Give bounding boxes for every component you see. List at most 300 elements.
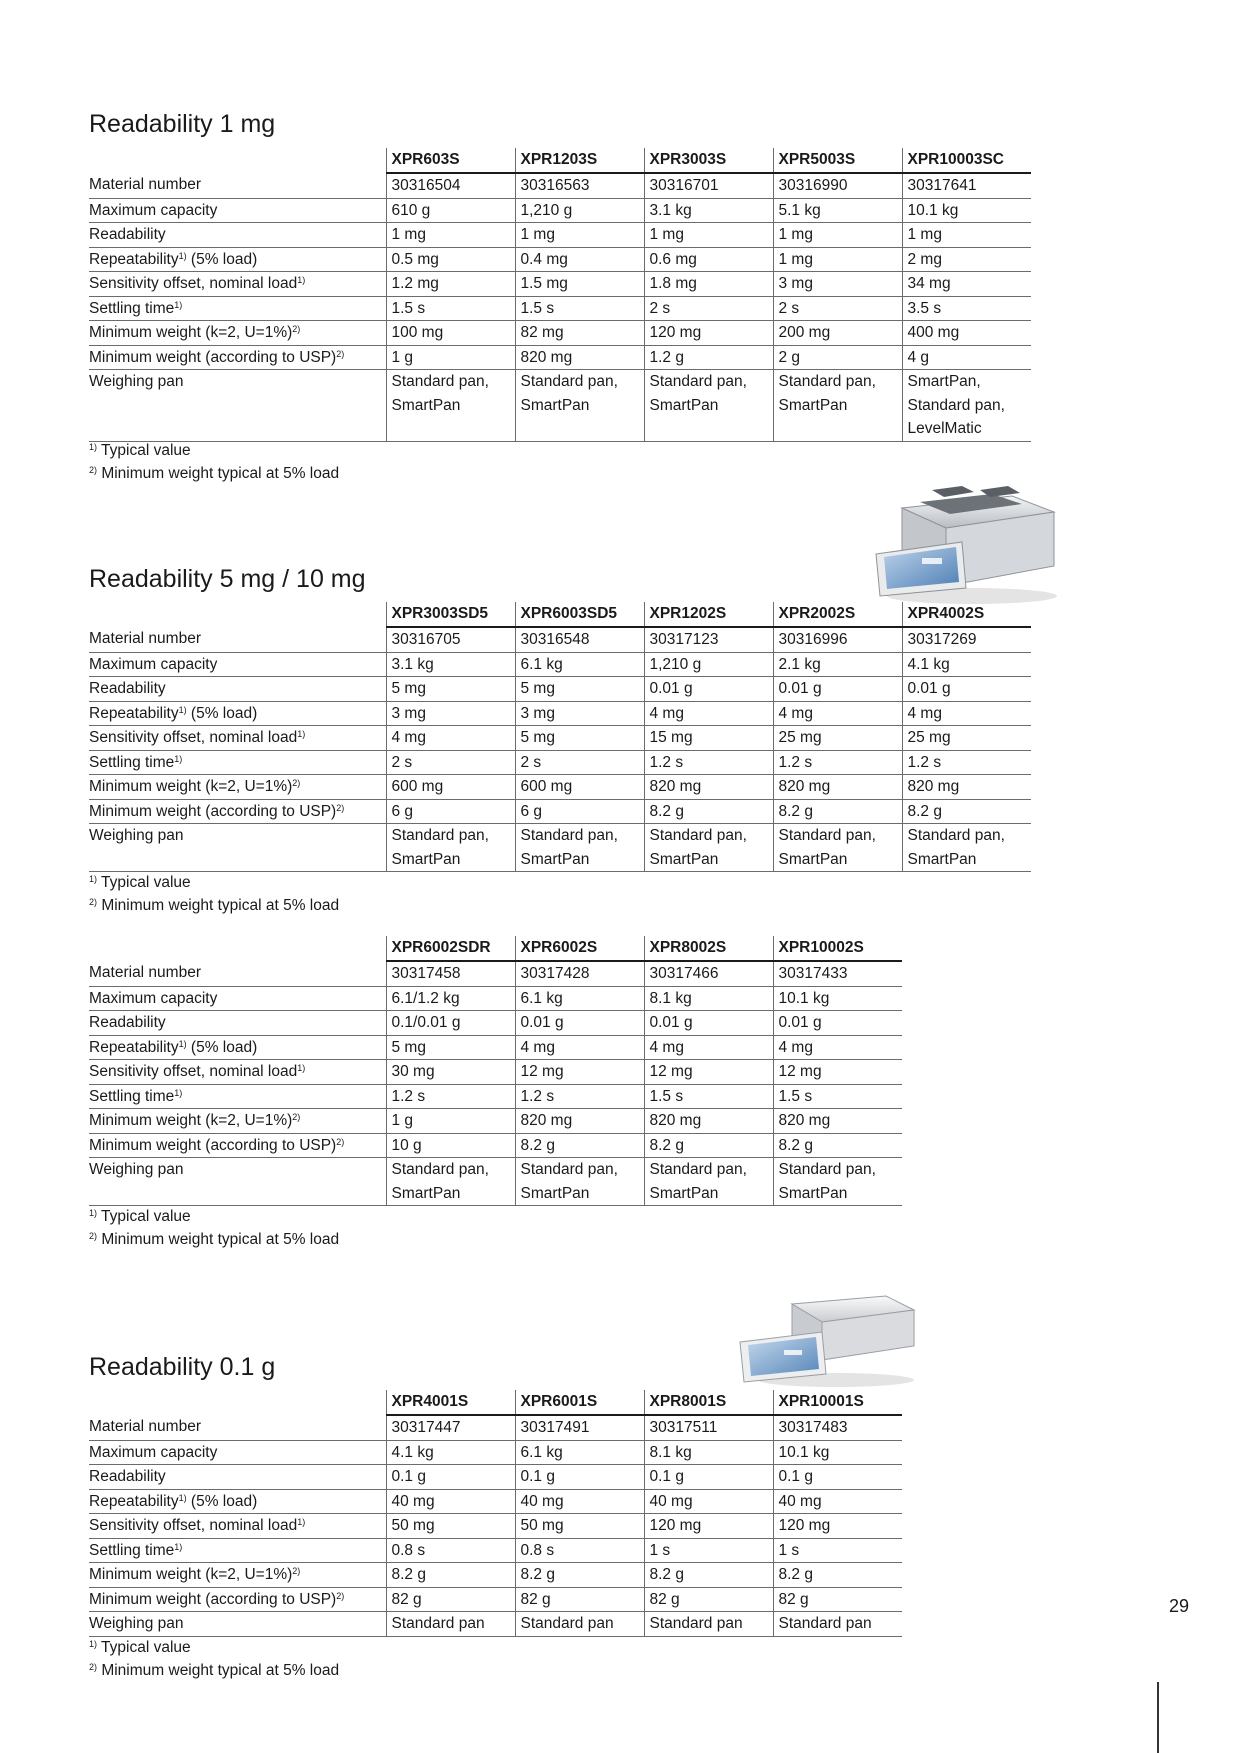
model-header: XPR4001S bbox=[386, 1390, 515, 1415]
cell-value: 4 mg bbox=[515, 1035, 644, 1060]
table-row bbox=[89, 627, 1031, 652]
row-label-suffix: (5% load) bbox=[186, 704, 258, 722]
cell-value: 1.2 s bbox=[773, 750, 902, 775]
row-label-text: Repeatability bbox=[89, 250, 179, 268]
table-row bbox=[89, 1538, 902, 1563]
row-label-text: Settling time bbox=[89, 1541, 175, 1559]
cell-value bbox=[515, 824, 644, 872]
cell-value: 3 mg bbox=[386, 701, 515, 726]
cell-value: 3 mg bbox=[773, 272, 902, 297]
cell-value: 34 mg bbox=[902, 272, 1031, 297]
cell-value: Standard pan bbox=[515, 1612, 644, 1637]
cell-value: 30317269 bbox=[902, 627, 1031, 652]
cell-value: 8.2 g bbox=[644, 799, 773, 824]
cell-value: 600 mg bbox=[515, 775, 644, 800]
cell-value: 1 s bbox=[773, 1538, 902, 1563]
cell-line: Standard pan, bbox=[520, 373, 618, 390]
cell-value bbox=[773, 1158, 902, 1206]
cell-value: 0.01 g bbox=[644, 1011, 773, 1036]
cell-value: 2 mg bbox=[902, 247, 1031, 272]
model-header: XPR10003SC bbox=[902, 148, 1031, 173]
cell-value: 4.1 kg bbox=[902, 652, 1031, 677]
row-label bbox=[89, 750, 386, 775]
cell-value: 5 mg bbox=[515, 677, 644, 702]
cell-value: 0.1/0.01 g bbox=[386, 1011, 515, 1036]
row-label bbox=[89, 799, 386, 824]
cell-value: 1 g bbox=[386, 1109, 515, 1134]
model-header: XPR10001S bbox=[773, 1390, 902, 1415]
table-row bbox=[89, 173, 1031, 198]
cell-line: Standard pan, bbox=[778, 373, 876, 390]
footnote-marker: 1) bbox=[178, 1492, 187, 1503]
cell-line: Standard pan, bbox=[391, 827, 489, 844]
page-divider bbox=[1157, 1682, 1159, 1753]
cell-value: 30317511 bbox=[644, 1415, 773, 1440]
cell-value: 600 mg bbox=[386, 775, 515, 800]
footnote-marker: 2) bbox=[292, 778, 301, 788]
cell-line: LevelMatic bbox=[907, 420, 982, 437]
footnotes-0-1g bbox=[89, 1636, 339, 1682]
table-row bbox=[89, 1109, 902, 1134]
cell-value bbox=[644, 370, 773, 442]
row-label-text: Repeatability bbox=[89, 704, 179, 722]
cell-value: 1 s bbox=[644, 1538, 773, 1563]
cell-value: 30317458 bbox=[386, 961, 515, 986]
cell-value: 0.6 mg bbox=[644, 247, 773, 272]
table-row bbox=[89, 1060, 902, 1085]
cell-line: Standard pan, bbox=[907, 827, 1005, 844]
footnote-marker: 1) bbox=[297, 729, 306, 739]
cell-value: 25 mg bbox=[773, 726, 902, 751]
cell-value: 30317491 bbox=[515, 1415, 644, 1440]
cell-line: SmartPan bbox=[520, 1184, 590, 1202]
row-label-text: Sensitivity offset, nominal load bbox=[89, 1517, 298, 1534]
table-row bbox=[89, 1035, 902, 1060]
cell-value: 2 g bbox=[773, 345, 902, 370]
row-label bbox=[89, 1415, 386, 1440]
cell-value: Standard pan bbox=[386, 1612, 515, 1637]
model-header: XPR6002SDR bbox=[386, 936, 515, 961]
cell-value: 15 mg bbox=[644, 726, 773, 751]
row-label bbox=[89, 1538, 386, 1563]
row-label-text: Minimum weight (k=2, U=1%) bbox=[89, 324, 293, 341]
cell-value: 1 mg bbox=[773, 247, 902, 272]
cell-value: 120 mg bbox=[644, 1514, 773, 1539]
table-row bbox=[89, 701, 1031, 726]
spec-table-5mg-10mg bbox=[89, 602, 1031, 872]
cell-value bbox=[773, 824, 902, 872]
cell-value: 50 mg bbox=[386, 1514, 515, 1539]
row-label-text: Minimum weight (according to USP) bbox=[89, 1136, 337, 1154]
cell-value: 820 mg bbox=[773, 775, 902, 800]
cell-value bbox=[902, 824, 1031, 872]
cell-value: 0.8 s bbox=[386, 1538, 515, 1563]
cell-value: 6.1 kg bbox=[515, 986, 644, 1011]
table-row bbox=[89, 824, 1031, 872]
row-label bbox=[89, 1563, 386, 1588]
row-label bbox=[89, 1060, 386, 1085]
header-empty-cell bbox=[89, 936, 386, 961]
footnote-marker: 1) bbox=[178, 250, 187, 261]
model-header: XPR1203S bbox=[515, 148, 644, 173]
cell-value: 2.1 kg bbox=[773, 652, 902, 677]
header-empty-cell bbox=[89, 148, 386, 173]
footnote-marker: 2) bbox=[336, 348, 345, 359]
cell-value: 8.2 g bbox=[773, 1563, 902, 1588]
table-row bbox=[89, 198, 1031, 223]
cell-value: 82 g bbox=[515, 1587, 644, 1612]
cell-value bbox=[644, 1158, 773, 1206]
table-header-row bbox=[89, 1390, 902, 1415]
cell-value: 40 mg bbox=[773, 1489, 902, 1514]
cell-value: 120 mg bbox=[644, 321, 773, 346]
cell-value: 1 mg bbox=[773, 223, 902, 248]
cell-value: 82 g bbox=[644, 1587, 773, 1612]
cell-line: SmartPan bbox=[391, 850, 461, 868]
cell-value: 30316548 bbox=[515, 627, 644, 652]
footnote-2: $^{2)}$ Minimum weight typical at 5% load bbox=[89, 1231, 340, 1248]
row-label bbox=[89, 1158, 386, 1206]
row-label bbox=[89, 1109, 386, 1134]
cell-value: 8.2 g bbox=[644, 1563, 773, 1588]
cell-value: 3.1 kg bbox=[644, 198, 773, 223]
row-label bbox=[89, 652, 386, 677]
row-label bbox=[89, 247, 386, 272]
cell-value: 2 s bbox=[644, 296, 773, 321]
cell-value: 30317483 bbox=[773, 1415, 902, 1440]
footnote-marker: 2) bbox=[336, 802, 345, 813]
cell-value: 400 mg bbox=[902, 321, 1031, 346]
cell-value: 25 mg bbox=[902, 726, 1031, 751]
model-header: XPR3003S bbox=[644, 148, 773, 173]
cell-value: Standard pan bbox=[644, 1612, 773, 1637]
row-label bbox=[89, 1440, 386, 1465]
cell-line: SmartPan bbox=[649, 1184, 719, 1202]
cell-line: SmartPan bbox=[391, 1184, 461, 1202]
table-row bbox=[89, 750, 1031, 775]
table-row bbox=[89, 321, 1031, 346]
cell-value: 4.1 kg bbox=[386, 1440, 515, 1465]
cell-line: Standard pan, bbox=[649, 373, 747, 390]
row-label-text: Minimum weight (k=2, U=1%) bbox=[89, 1566, 293, 1583]
cell-value: 820 mg bbox=[644, 1109, 773, 1134]
cell-value: 820 mg bbox=[902, 775, 1031, 800]
cell-value: 4 mg bbox=[386, 726, 515, 751]
cell-value: 1,210 g bbox=[644, 652, 773, 677]
cell-value: 0.1 g bbox=[773, 1465, 902, 1490]
table-row bbox=[89, 1563, 902, 1588]
footnote-1: $^{1)}$ Typical value bbox=[89, 442, 191, 459]
table-row bbox=[89, 272, 1031, 297]
row-label bbox=[89, 370, 386, 442]
cell-value: 40 mg bbox=[644, 1489, 773, 1514]
cell-value: 1,210 g bbox=[515, 198, 644, 223]
cell-value: 82 g bbox=[773, 1587, 902, 1612]
row-label bbox=[89, 1465, 386, 1490]
table-row bbox=[89, 247, 1031, 272]
cell-line: Standard pan, bbox=[907, 396, 1005, 414]
cell-value: 0.1 g bbox=[644, 1465, 773, 1490]
cell-value: 40 mg bbox=[515, 1489, 644, 1514]
cell-value: 12 mg bbox=[773, 1060, 902, 1085]
cell-value: 30317428 bbox=[515, 961, 644, 986]
row-label-text: Weighing pan bbox=[89, 827, 184, 844]
cell-value: 0.1 g bbox=[515, 1465, 644, 1490]
footnote-marker: 1) bbox=[178, 704, 187, 715]
cell-value: 0.8 s bbox=[515, 1538, 644, 1563]
row-label bbox=[89, 627, 386, 652]
row-label-suffix: (5% load) bbox=[186, 1038, 258, 1056]
cell-value: 30 mg bbox=[386, 1060, 515, 1085]
cell-value: 6.1/1.2 kg bbox=[386, 986, 515, 1011]
cell-value: 0.4 mg bbox=[515, 247, 644, 272]
cell-value: 5 mg bbox=[386, 677, 515, 702]
cell-value: 1.5 mg bbox=[515, 272, 644, 297]
row-label-suffix: (5% load) bbox=[186, 250, 258, 268]
cell-value: 30317123 bbox=[644, 627, 773, 652]
table-row bbox=[89, 1133, 902, 1158]
row-label-text: Minimum weight (according to USP) bbox=[89, 348, 337, 366]
cell-value: 6.1 kg bbox=[515, 1440, 644, 1465]
table-header-row bbox=[89, 148, 1031, 173]
cell-value bbox=[773, 370, 902, 442]
row-label-text: Readability bbox=[89, 226, 166, 243]
cell-line: SmartPan bbox=[520, 396, 590, 414]
footnotes-10mg bbox=[89, 1205, 339, 1251]
table-row bbox=[89, 1158, 902, 1206]
cell-value bbox=[386, 824, 515, 872]
cell-line: Standard pan, bbox=[778, 827, 876, 844]
table-row bbox=[89, 1011, 902, 1036]
cell-value: 50 mg bbox=[515, 1514, 644, 1539]
cell-value: 0.5 mg bbox=[386, 247, 515, 272]
cell-value: 3.5 s bbox=[902, 296, 1031, 321]
cell-value: 12 mg bbox=[515, 1060, 644, 1085]
header-empty-cell bbox=[89, 602, 386, 627]
section-title-readability-1mg: Readability 1 mg bbox=[89, 110, 276, 138]
cell-value: 4 mg bbox=[644, 701, 773, 726]
model-header: XPR6002S bbox=[515, 936, 644, 961]
table-row bbox=[89, 986, 902, 1011]
row-label-text: Material number bbox=[89, 176, 201, 193]
row-label-text: Readability bbox=[89, 680, 166, 697]
row-label-text: Minimum weight (k=2, U=1%) bbox=[89, 1112, 293, 1129]
row-label-text: Minimum weight (according to USP) bbox=[89, 802, 337, 820]
footnote-marker: 2) bbox=[292, 1566, 301, 1576]
section-title-readability-0-1g: Readability 0.1 g bbox=[89, 1353, 276, 1381]
row-label-text: Maximum capacity bbox=[89, 655, 218, 673]
model-header: XPR603S bbox=[386, 148, 515, 173]
cell-value: 8.2 g bbox=[644, 1133, 773, 1158]
cell-value: 1 mg bbox=[515, 223, 644, 248]
footnote-2: $^{2)}$ Minimum weight typical at 5% load bbox=[89, 465, 340, 482]
table-row bbox=[89, 296, 1031, 321]
table-row bbox=[89, 1489, 902, 1514]
cell-value bbox=[386, 1158, 515, 1206]
cell-value: 0.01 g bbox=[773, 677, 902, 702]
cell-value: 6.1 kg bbox=[515, 652, 644, 677]
cell-value: 610 g bbox=[386, 198, 515, 223]
cell-value: 1 mg bbox=[902, 223, 1031, 248]
cell-value: 12 mg bbox=[644, 1060, 773, 1085]
cell-value: 82 mg bbox=[515, 321, 644, 346]
balance-with-flat-pan-image bbox=[736, 1290, 916, 1390]
row-label bbox=[89, 1011, 386, 1036]
cell-line: Standard pan, bbox=[649, 1161, 747, 1178]
table-row bbox=[89, 1465, 902, 1490]
row-label-text: Weighing pan bbox=[89, 373, 184, 390]
table-row bbox=[89, 1587, 902, 1612]
cell-value: 10.1 kg bbox=[773, 986, 902, 1011]
cell-value: 4 mg bbox=[902, 701, 1031, 726]
row-label bbox=[89, 701, 386, 726]
cell-value: 10 g bbox=[386, 1133, 515, 1158]
footnote-marker: 1) bbox=[178, 1038, 187, 1049]
model-header: XPR4002S bbox=[902, 602, 1031, 627]
cell-value: 30317466 bbox=[644, 961, 773, 986]
footnote-marker: 1) bbox=[174, 1087, 183, 1098]
cell-value: 120 mg bbox=[773, 1514, 902, 1539]
cell-value: 8.2 g bbox=[515, 1563, 644, 1588]
cell-value: 10.1 kg bbox=[773, 1440, 902, 1465]
cell-value: 30317447 bbox=[386, 1415, 515, 1440]
row-label bbox=[89, 726, 386, 751]
row-label-text: Readability bbox=[89, 1468, 166, 1485]
cell-value: 1.2 s bbox=[902, 750, 1031, 775]
table-row bbox=[89, 1440, 902, 1465]
cell-value: 4 mg bbox=[773, 701, 902, 726]
cell-line: Standard pan, bbox=[391, 373, 489, 390]
balance-with-draftshield-image bbox=[862, 478, 1062, 608]
row-label-text: Repeatability bbox=[89, 1492, 179, 1510]
row-label bbox=[89, 677, 386, 702]
table-row bbox=[89, 1084, 902, 1109]
cell-value: 6 g bbox=[386, 799, 515, 824]
cell-value: 8.1 kg bbox=[644, 986, 773, 1011]
cell-value: 8.2 g bbox=[773, 799, 902, 824]
cell-value: 2 s bbox=[773, 296, 902, 321]
cell-line: SmartPan bbox=[520, 850, 590, 868]
cell-value: 8.2 g bbox=[773, 1133, 902, 1158]
footnote-1: $^{1)}$ Typical value bbox=[89, 1208, 191, 1225]
cell-value: 2 s bbox=[515, 750, 644, 775]
row-label-text: Material number bbox=[89, 630, 201, 647]
table-row bbox=[89, 1514, 902, 1539]
cell-value: 3.1 kg bbox=[386, 652, 515, 677]
cell-value: 40 mg bbox=[386, 1489, 515, 1514]
footnote-1: $^{1)}$ Typical value bbox=[89, 874, 191, 891]
row-label bbox=[89, 272, 386, 297]
cell-line: SmartPan bbox=[649, 850, 719, 868]
table-row bbox=[89, 775, 1031, 800]
cell-value: 1.2 s bbox=[644, 750, 773, 775]
cell-value: 1 g bbox=[386, 345, 515, 370]
model-header: XPR1202S bbox=[644, 602, 773, 627]
footnote-marker: 2) bbox=[336, 1590, 345, 1601]
footnotes-1mg bbox=[89, 439, 339, 485]
cell-line: Standard pan, bbox=[778, 1161, 876, 1178]
cell-value: 1.5 s bbox=[644, 1084, 773, 1109]
cell-value: 0.01 g bbox=[902, 677, 1031, 702]
cell-value: 1 mg bbox=[644, 223, 773, 248]
row-label-text: Material number bbox=[89, 964, 201, 981]
row-label-text: Weighing pan bbox=[89, 1615, 184, 1632]
cell-value: 30316705 bbox=[386, 627, 515, 652]
header-empty-cell bbox=[89, 1390, 386, 1415]
cell-line: SmartPan bbox=[907, 850, 977, 868]
cell-value: 8.2 g bbox=[386, 1563, 515, 1588]
row-label-text: Settling time bbox=[89, 753, 175, 771]
cell-value: 1.5 s bbox=[515, 296, 644, 321]
footnote-marker: 1) bbox=[297, 1063, 306, 1073]
table-row bbox=[89, 799, 1031, 824]
cell-value: 820 mg bbox=[515, 345, 644, 370]
cell-value: 30316990 bbox=[773, 173, 902, 198]
cell-value: 100 mg bbox=[386, 321, 515, 346]
cell-value: 1.2 s bbox=[386, 1084, 515, 1109]
cell-value: 820 mg bbox=[773, 1109, 902, 1134]
row-label bbox=[89, 345, 386, 370]
row-label-text: Material number bbox=[89, 1418, 201, 1435]
cell-value: 820 mg bbox=[644, 775, 773, 800]
cell-value: 0.01 g bbox=[515, 1011, 644, 1036]
footnote-marker: 1) bbox=[174, 1541, 183, 1552]
row-label-text: Maximum capacity bbox=[89, 1443, 218, 1461]
footnote-2: $^{2)}$ Minimum weight typical at 5% load bbox=[89, 897, 340, 914]
cell-value: 4 mg bbox=[773, 1035, 902, 1060]
cell-value: 200 mg bbox=[773, 321, 902, 346]
cell-line: SmartPan, bbox=[907, 373, 981, 390]
row-label bbox=[89, 321, 386, 346]
cell-line: SmartPan bbox=[778, 850, 848, 868]
cell-value: 5 mg bbox=[386, 1035, 515, 1060]
row-label-text: Sensitivity offset, nominal load bbox=[89, 1063, 298, 1080]
row-label bbox=[89, 1612, 386, 1637]
cell-value: Standard pan bbox=[773, 1612, 902, 1637]
cell-value: 8.2 g bbox=[902, 799, 1031, 824]
cell-value bbox=[644, 824, 773, 872]
cell-line: Standard pan, bbox=[649, 827, 747, 844]
cell-line: SmartPan bbox=[778, 396, 848, 414]
spec-table-1mg bbox=[89, 148, 1031, 442]
row-label bbox=[89, 775, 386, 800]
footnote-marker: 1) bbox=[297, 275, 306, 285]
cell-value: 1.2 g bbox=[644, 345, 773, 370]
table-row bbox=[89, 677, 1031, 702]
row-label-text: Repeatability bbox=[89, 1038, 179, 1056]
row-label bbox=[89, 173, 386, 198]
footnote-1: $^{1)}$ Typical value bbox=[89, 1639, 191, 1656]
table-row bbox=[89, 726, 1031, 751]
row-label bbox=[89, 198, 386, 223]
row-label-text: Maximum capacity bbox=[89, 201, 218, 219]
table-row bbox=[89, 652, 1031, 677]
row-label bbox=[89, 1133, 386, 1158]
cell-value: 5 mg bbox=[515, 726, 644, 751]
model-header: XPR8001S bbox=[644, 1390, 773, 1415]
cell-value: 820 mg bbox=[515, 1109, 644, 1134]
footnote-marker: 1) bbox=[297, 1517, 306, 1527]
cell-value: 30316996 bbox=[773, 627, 902, 652]
model-header: XPR8002S bbox=[644, 936, 773, 961]
row-label-text: Minimum weight (k=2, U=1%) bbox=[89, 778, 293, 795]
row-label-text: Maximum capacity bbox=[89, 989, 218, 1007]
cell-value: 0.01 g bbox=[644, 677, 773, 702]
row-label bbox=[89, 961, 386, 986]
model-header: XPR6003SD5 bbox=[515, 602, 644, 627]
table-row bbox=[89, 223, 1031, 248]
cell-value: 30317433 bbox=[773, 961, 902, 986]
